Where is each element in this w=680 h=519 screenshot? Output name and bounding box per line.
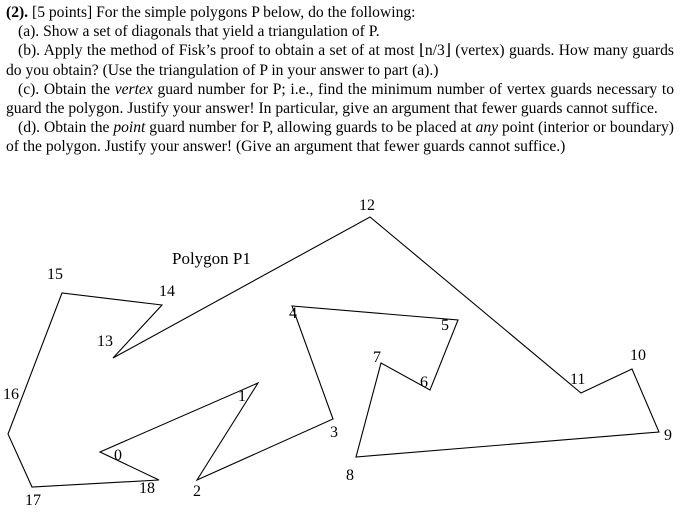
vertex-label: 12 [359,197,375,214]
figure-title: Polygon P1 [172,249,251,268]
vertex-label: 18 [139,480,155,497]
vertex-label: 13 [97,333,113,350]
vertex-label: 3 [330,424,338,441]
vertex-label: 2 [193,483,201,500]
vertex-label: 17 [25,492,41,509]
any-emphasis: any [475,119,499,137]
problem-intro: For the simple polygons P below, do the following: [96,4,416,21]
vertex-label: 9 [664,427,672,444]
vertex-label: 4 [289,305,297,322]
part-c: (c). Obtain the vertex guard number for P; i.e., find the minimum number of vertex guards necessary to guard the polygon. Justify your answer! In particular, give an argument that fewer guards cannot suffice. [6,80,674,118]
vertex-label: 16 [3,386,19,403]
part-b: (b). Apply the method of Fisk’s proof to obtain a set of at most ⌊n/3⌋ (vertex) guards. How many guards do you obtain? (Use the triangulation of P in your answer to part (a).) [6,42,674,79]
vertex-label: 10 [630,347,646,364]
point-emphasis: point [113,119,146,137]
vertex-label: 14 [159,283,175,300]
vertex-label: 5 [441,317,449,334]
vertex-label: 0 [114,447,122,464]
vertex-label: 15 [47,266,63,283]
vertex-label: 8 [346,467,354,484]
polygon-outline [8,217,659,487]
vertex-label: 11 [570,371,586,388]
vertex-label: 6 [420,374,428,391]
vertex-labels [3,197,672,509]
vertex-emphasis: vertex [114,80,153,98]
part-a: (a). Show a set of diagonals that yield a triangulation of P. [18,23,380,41]
vertex-label: 7 [373,349,381,366]
part-d: (d). Obtain the point guard number for P, allowing guards to be placed at any point (interior or boundary) of the polygon. Justify your answer! (Give an argument that fewer guards cannot suffice.) [6,119,674,156]
problem-number: (2). [6,4,29,21]
problem-points: [5 points] [32,4,93,21]
vertex-label: 1 [238,388,246,405]
